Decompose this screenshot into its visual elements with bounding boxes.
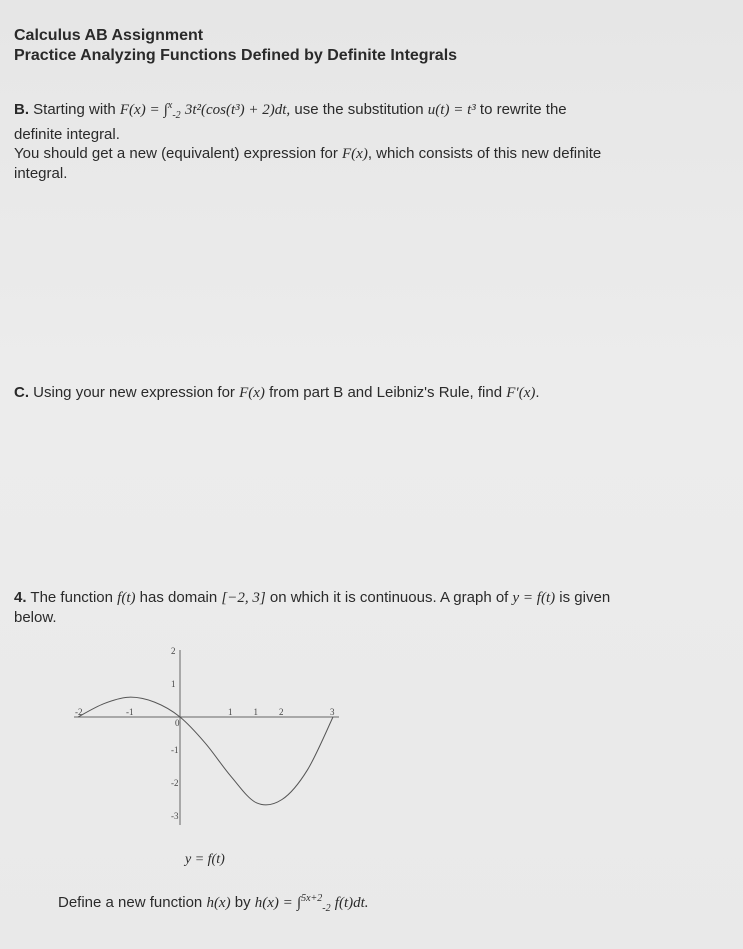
graph-curve	[78, 697, 333, 805]
q4-math1: f(t)	[117, 590, 136, 606]
part-b-integrand: 3t²(cos(t³) + 2)dt,	[184, 102, 291, 118]
x-tick-label: -2	[75, 707, 83, 717]
part-b-substitution: u(t) = t³	[427, 102, 476, 118]
graph-tick-labels	[75, 646, 335, 821]
define-h-math2: h(x) =	[254, 895, 293, 911]
x-tick-label: 1	[253, 707, 258, 717]
q4-text1: The function	[30, 589, 113, 606]
y-tick-label: -1	[171, 745, 179, 755]
part-c-text3: .	[535, 384, 540, 401]
define-h-text1: Define a new function	[58, 894, 203, 911]
part-b-upper-limit: x	[167, 100, 173, 111]
define-h-integrand: f(t)dt.	[334, 895, 369, 911]
define-h-upper-limit: 5x+2	[301, 893, 323, 904]
q4-text3: on which it is continuous. A graph of	[269, 589, 509, 606]
y-tick-label: -2	[171, 778, 179, 788]
part-b-line4: integral.	[14, 165, 68, 182]
part-b-mid: use the substitution	[294, 101, 424, 118]
define-h-math1: h(x)	[206, 895, 231, 911]
part-b-label: B.	[14, 101, 29, 118]
x-tick-label: -1	[126, 707, 134, 717]
q4-text2: has domain	[139, 589, 218, 606]
q4-text4: is given	[559, 589, 611, 606]
function-graph	[75, 645, 350, 850]
part-b-fx: F(x) =	[119, 102, 160, 118]
part-c-text1: Using your new expression for	[33, 384, 235, 401]
define-h-statement	[58, 893, 369, 914]
y-tick-label: 2	[171, 646, 176, 656]
q4-math2: [−2, 3]	[221, 590, 266, 606]
part-b-end: to rewrite the	[479, 101, 567, 118]
q4-line2: below.	[14, 609, 57, 626]
part-b-line3-math: F(x)	[342, 146, 368, 162]
define-h-integral-sign: ∫	[296, 895, 302, 911]
part-b-line3a: You should get a new (equivalent) expression for	[14, 145, 338, 162]
question-4	[14, 588, 734, 627]
graph-axes	[74, 650, 339, 825]
define-h-text2: by	[234, 894, 251, 911]
x-tick-label: 0	[175, 718, 180, 728]
assignment-subtitle: Practice Analyzing Functions Defined by Definite Integrals	[14, 47, 458, 64]
part-c-math2: F′(x)	[506, 385, 536, 401]
q4-math3: y = f(t)	[512, 590, 556, 606]
part-b-lower-limit: -2	[172, 110, 181, 121]
assignment-title: Calculus AB Assignment	[14, 27, 204, 44]
part-b-question	[14, 96, 734, 183]
part-c-math1: F(x)	[239, 385, 265, 401]
x-tick-label: 2	[279, 707, 284, 717]
part-b-line3b: , which consists of this new definite	[367, 145, 602, 162]
define-h-lower-limit: -2	[322, 903, 331, 914]
part-c-label: C.	[14, 384, 29, 401]
y-tick-label: -3	[171, 811, 179, 821]
part-c-question	[14, 383, 734, 403]
x-tick-label: 1	[228, 707, 233, 717]
part-c-text2: from part B and Leibniz's Rule, find	[269, 384, 503, 401]
y-tick-label: 1	[171, 679, 176, 689]
part-b-integral-sign: ∫	[163, 102, 168, 118]
q4-label: 4.	[14, 589, 27, 606]
x-tick-label: 3	[330, 707, 335, 717]
part-b-line2: definite integral.	[14, 126, 120, 143]
part-b-intro: Starting with	[33, 101, 116, 118]
graph-caption: y = f(t)	[185, 852, 225, 867]
